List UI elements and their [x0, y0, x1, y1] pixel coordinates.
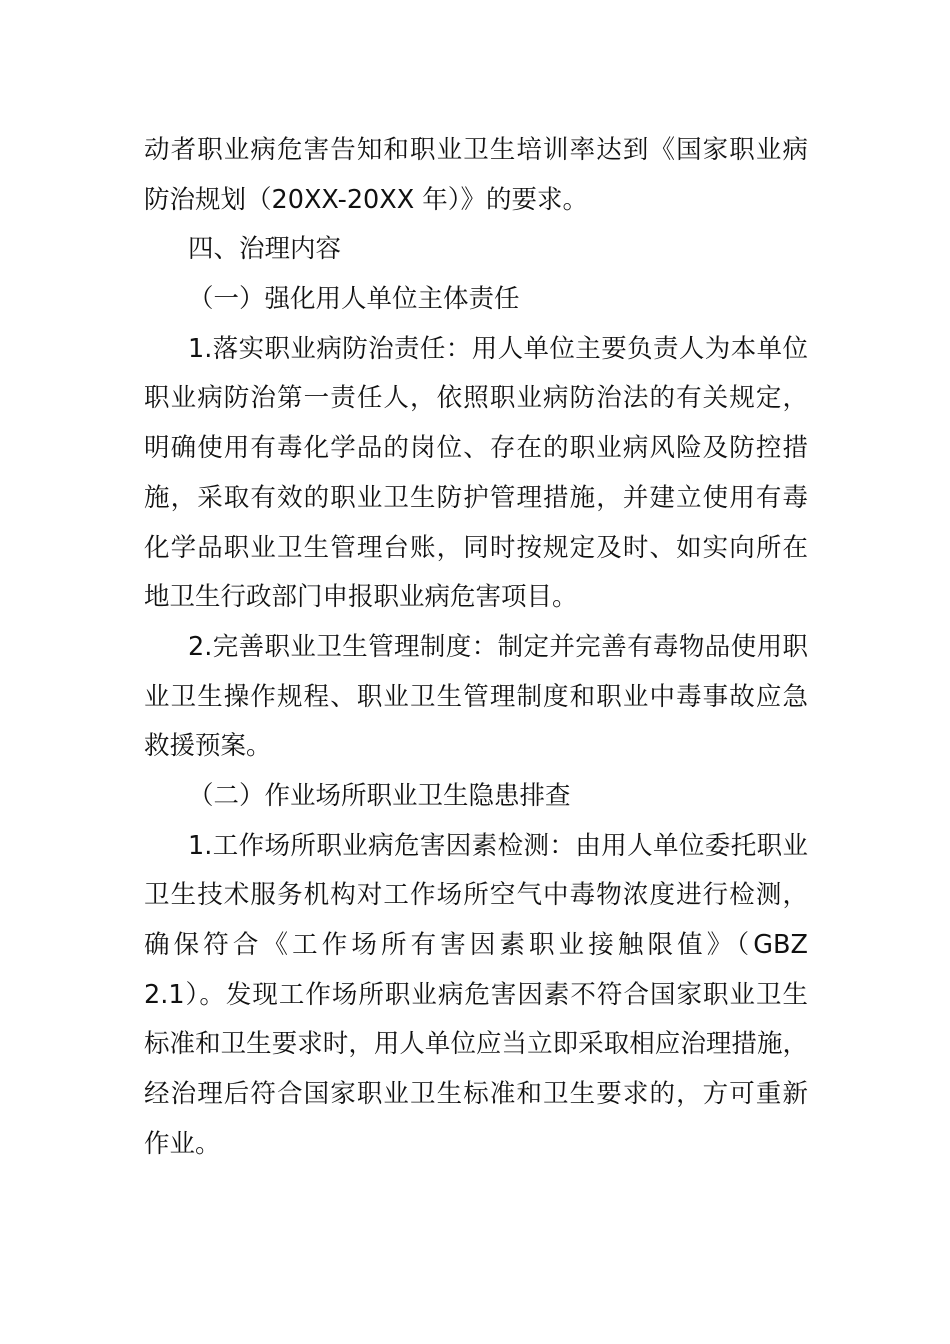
paragraph-line: 确保符合《工作场所有害因素职业接触限值》（GBZ	[144, 930, 808, 960]
paragraph-line: 业卫生操作规程、职业卫生管理制度和职业中毒事故应急	[144, 681, 808, 712]
subsection-heading: （一）强化用人单位主体责任	[188, 284, 520, 315]
paragraph-line: 经治理后符合国家职业卫生标准和卫生要求的，方可重新	[144, 1079, 808, 1110]
paragraph-line: 1.工作场所职业病危害因素检测：由用人单位委托职业	[188, 830, 808, 861]
paragraph-line: 1.落实职业病防治责任：用人单位主要负责人为本单位	[188, 333, 808, 364]
body-text	[144, 126, 808, 1169]
paragraph-line: 职业病防治第一责任人，依照职业病防治法的有关规定，	[144, 383, 808, 414]
section-heading: 四、治理内容	[188, 234, 342, 265]
paragraph-line: 地卫生行政部门申报职业病危害项目。	[144, 582, 578, 613]
paragraph-line: 卫生技术服务机构对工作场所空气中毒物浓度进行检测，	[144, 880, 808, 911]
subsection-heading: （二）作业场所职业卫生隐患排查	[188, 780, 571, 811]
paragraph-line: 2.1）。发现工作场所职业病危害因素不符合国家职业卫生	[144, 979, 808, 1010]
paragraph-line: 2.完善职业卫生管理制度：制定并完善有毒物品使用职	[188, 631, 808, 662]
paragraph-line: 标准和卫生要求时，用人单位应当立即采取相应治理措施，	[144, 1029, 808, 1060]
paragraph-line: 救援预案。	[144, 731, 272, 762]
paragraph-line: 化学品职业卫生管理台账，同时按规定及时、如实向所在	[144, 532, 808, 563]
paragraph-line: 明确使用有毒化学品的岗位、存在的职业病风险及防控措	[144, 433, 808, 464]
paragraph-line: 防治规划（20XX-20XX 年）》的要求。	[144, 184, 589, 215]
paragraph-line: 动者职业病危害告知和职业卫生培训率达到《国家职业病	[144, 135, 808, 165]
paragraph-line: 施，采取有效的职业卫生防护管理措施，并建立使用有毒	[144, 482, 808, 513]
paragraph-line: 作业。	[144, 1128, 221, 1159]
